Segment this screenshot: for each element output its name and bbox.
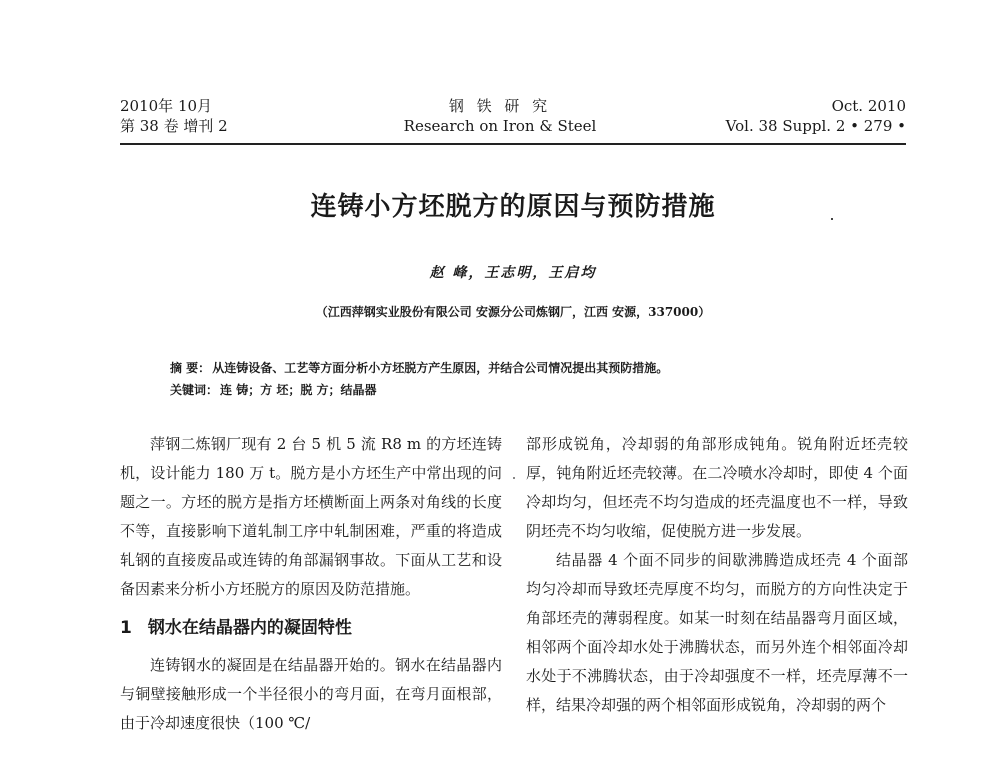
scan-speck (831, 218, 833, 220)
keywords-line (170, 379, 906, 401)
article-affiliation: （江西萍钢实业股份有限公司 安源分公司炼钢厂，江西 安源，337000） (315, 305, 711, 319)
abstract-label: 摘 要： (170, 361, 211, 375)
journal-name-cn: 钢 铁 研 究 (448, 97, 552, 115)
body-column-left (120, 430, 502, 738)
issue-date-en: Oct. 2010 (831, 97, 906, 115)
article-title: 连铸小方坯脱方的原因与预防措施 (310, 192, 716, 222)
abstract-line (170, 357, 906, 379)
abstract-block (170, 357, 906, 401)
volume-info: 第 38 卷 增刊 2 (120, 117, 228, 135)
abstract-text: 从连铸设备、工艺等方面分析小方坯脱方产生原因，并结合公司情况提出其预防措施。 (212, 361, 669, 375)
section-paragraph: 连铸钢水的凝固是在结晶器开始的。钢水在结晶器内与铜壁接触形成一个半径很小的弯月面，在弯月面根部，由于冷却速度很快（100 ℃/ (120, 656, 502, 732)
header-center (380, 96, 620, 136)
mold-paragraph: 结晶器 4 个面不同步的间歇沸腾造成坯壳 4 个面部均匀冷却而导致坯壳厚度不均匀，而脱方的方向性决定于角部坯壳的薄弱程度。如某一时刻在结晶器弯月面区域，相邻两个面冷却水处于沸腾状态，而另外连个相邻面冷却水处于不沸腾状态，由于冷却强度不一样，坯壳厚薄不一样，结果冷却强的两个相邻面形成锐角，冷却弱的两个 (526, 551, 908, 714)
article-authors: 赵 峰，王志明，王启均 (429, 265, 597, 281)
section-number: 1 (120, 618, 132, 638)
issue-date: 2010年 10月 (120, 97, 213, 115)
section-heading (120, 614, 502, 643)
keywords-text: 连 铸；方 坯；脱 方；结晶器 (220, 383, 377, 397)
body-column-right (526, 430, 908, 720)
header-right (640, 96, 906, 136)
header-rule (120, 143, 906, 145)
section-title: 钢水在结晶器内的凝固特性 (147, 618, 352, 638)
volume-page-info: Vol. 38 Suppl. 2 • 279 • (725, 117, 906, 135)
continued-paragraph: 部形成锐角，冷却弱的角部形成钝角。锐角附近坯壳较厚，钝角附近坯壳较薄。在二冷喷水冷却时，即使 4 个面冷却均匀，但坯壳不均匀造成的坯壳温度也不一样，导致阴坯壳不均匀收缩，促使脱方进一步发展。 (526, 435, 908, 540)
journal-name-en: Research on Iron & Steel (403, 117, 597, 135)
scan-speck-2 (513, 477, 515, 479)
header-left (120, 96, 228, 136)
intro-paragraph: 萍钢二炼钢厂现有 2 台 5 机 5 流 R8 m 的方坯连铸机，设计能力 180 万 t。脱方是小方坯生产中常出现的问题之一。方坯的脱方是指方坯横断面上两条对角线的长度不等，直接影响下道轧制工序中轧制困难，严重的将造成轧钢的直接废品或连铸的角部漏钢事故。下面从工艺和设备因素来分析小方坯脱方的原因及防范措施。 (120, 435, 502, 598)
keywords-label: 关键词： (170, 383, 219, 397)
